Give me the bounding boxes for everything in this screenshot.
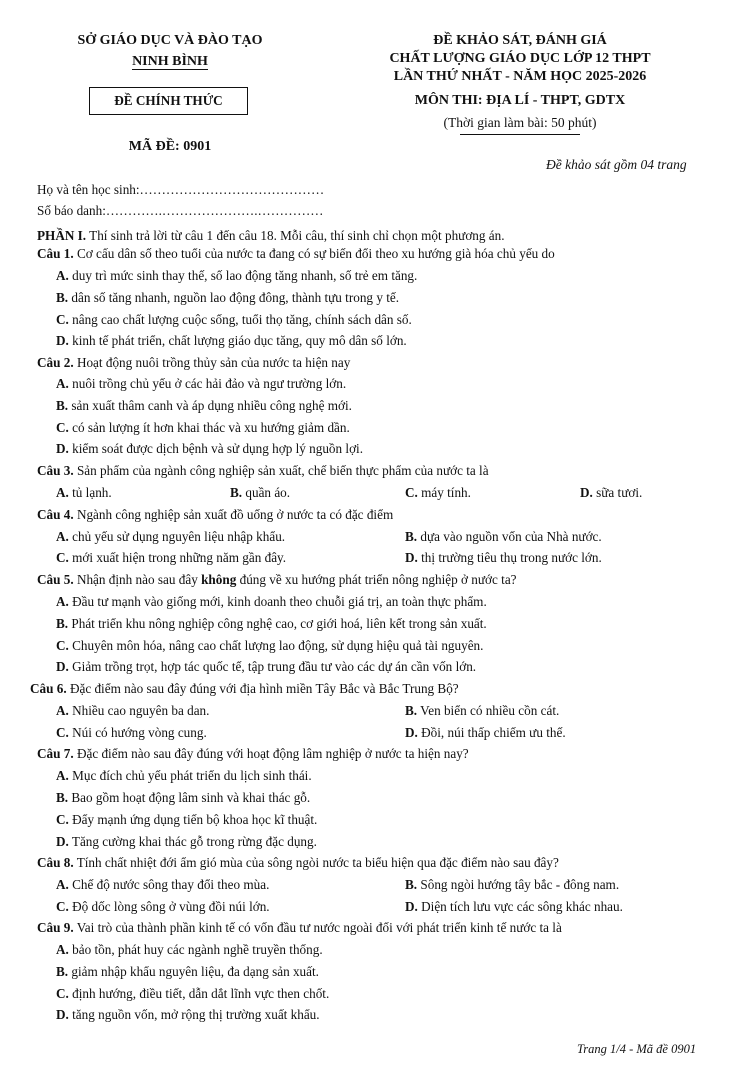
question-text-emphasis: không: [201, 572, 237, 587]
option-label: C.: [56, 312, 69, 327]
option-text: Chế độ nước sông thay đổi theo mùa.: [72, 877, 270, 892]
question-text: Đặc điểm nào sau đây đúng với địa hình miền Tây Bắc và Bắc Trung Bộ?: [66, 681, 459, 696]
option-b: [56, 398, 352, 414]
option-d: [405, 550, 602, 566]
option-b: [56, 616, 487, 632]
option-c: [56, 312, 412, 328]
option-label: A.: [56, 768, 69, 783]
student-id-line: Số báo danh:………….………………….……………: [37, 203, 324, 218]
page-footer: Trang 1/4 - Mã đề 0901: [577, 1042, 697, 1056]
option-text: Núi có hướng vòng cung.: [72, 725, 207, 740]
question-number: Câu 5.: [37, 572, 74, 587]
option-label: D.: [405, 550, 418, 565]
option-label: B.: [56, 616, 69, 631]
option-a: [56, 768, 312, 784]
option-text: mới xuất hiện trong những năm gần đây.: [72, 550, 287, 565]
question-number: Câu 4.: [37, 507, 74, 522]
option-a: [56, 485, 112, 501]
option-text: quần áo.: [245, 485, 291, 500]
option-a: [56, 877, 269, 893]
part-label: PHẦN I.: [37, 228, 87, 243]
option-b: [56, 290, 399, 306]
option-c: [56, 725, 207, 741]
option-label: D.: [405, 725, 418, 740]
option-label: C.: [56, 638, 69, 653]
question-number: Câu 6.: [30, 681, 67, 696]
option-text: Bao gồm hoạt động lâm sinh và khai thác gỗ.: [71, 790, 311, 805]
option-c: [56, 420, 350, 436]
option-text: Chuyên môn hóa, nâng cao chất lượng lao động, sử dụng hiệu quả tài nguyên.: [72, 638, 484, 653]
option-text: bảo tồn, phát huy các ngành nghề truyền thống.: [72, 942, 323, 957]
option-label: C.: [405, 485, 418, 500]
option-d: [56, 659, 476, 675]
option-a: [56, 594, 487, 610]
option-label: C.: [56, 420, 69, 435]
option-b: [405, 703, 559, 719]
question-text: Vai trò của thành phần kinh tế có vốn đầu tư nước ngoài đối với phát triển kinh tế nước ta là: [73, 920, 562, 935]
option-label: C.: [56, 550, 69, 565]
option-label: A.: [56, 877, 69, 892]
option-text: Nhiều cao nguyên ba dan.: [72, 703, 210, 718]
option-label: A.: [56, 485, 69, 500]
question-text-post: đúng về xu hướng phát triển nông nghiệp ở nước ta?: [236, 572, 517, 587]
option-text: chủ yếu sử dụng nguyên liệu nhập khẩu.: [72, 529, 286, 544]
question-4: [37, 507, 393, 523]
option-label: A.: [56, 942, 69, 957]
question-3: [37, 463, 489, 479]
option-text: Phát triển khu nông nghiệp công nghệ cao, cơ giới hoá, liên kết trong sản xuất.: [71, 616, 487, 631]
option-c: [56, 638, 483, 654]
option-text: Giảm trồng trọt, hợp tác quốc tế, tập trung đầu tư vào các dự án cần vốn lớn.: [72, 659, 477, 674]
question-text-pre: Nhận định nào sau đây: [73, 572, 202, 587]
question-text: Cơ cấu dân số theo tuổi của nước ta đang có sự biến đổi theo xu hướng già hóa chủ yếu do: [73, 246, 555, 261]
question-number: Câu 7.: [37, 746, 74, 761]
option-text: Sông ngòi hướng tây bắc - đông nam.: [420, 877, 620, 892]
option-label: C.: [56, 812, 69, 827]
option-c: [56, 986, 329, 1002]
option-label: A.: [56, 529, 69, 544]
option-d: [56, 1007, 320, 1023]
option-d: [405, 725, 566, 741]
option-d: [405, 899, 623, 915]
option-c: [56, 550, 286, 566]
option-text: dựa vào nguồn vốn của Nhà nước.: [420, 529, 602, 544]
option-text: duy trì mức sinh thay thế, số lao động tăng nhanh, số trẻ em tăng.: [72, 268, 418, 283]
official-badge: ĐỀ CHÍNH THỨC: [89, 87, 248, 115]
option-b: [405, 529, 602, 545]
option-label: B.: [230, 485, 243, 500]
department-name: SỞ GIÁO DỤC VÀ ĐÀO TẠO: [77, 33, 263, 48]
option-c: [56, 812, 317, 828]
question-2: [37, 355, 350, 371]
option-text: Tăng cường khai thác gỗ trong rừng đặc dụng.: [71, 834, 317, 849]
question-number: Câu 2.: [37, 355, 74, 370]
question-9: [37, 920, 562, 936]
option-text: Đầu tư mạnh vào giống mới, kinh doanh theo chuỗi giá trị, an toàn thực phẩm.: [72, 594, 487, 609]
question-text: Tính chất nhiệt đới ẩm gió mùa của sông ngòi nước ta biểu hiện qua đặc điểm nào sau đây?: [73, 855, 559, 870]
option-label: D.: [405, 899, 418, 914]
option-label: B.: [405, 877, 418, 892]
exam-title-line3: LẦN THỨ NHẤT - NĂM HỌC 2025-2026: [393, 69, 647, 84]
option-label: B.: [405, 703, 418, 718]
option-label: D.: [56, 441, 69, 456]
exam-code: MÃ ĐỀ: 0901: [128, 139, 212, 154]
option-text: kinh tế phát triển, chất lượng giáo dục tăng, quy mô dân số lớn.: [72, 333, 407, 348]
option-text: tủ lạnh.: [72, 485, 112, 500]
part-instruction: [37, 228, 505, 244]
student-name-line: Họ và tên học sinh:……………………………………: [37, 182, 325, 197]
option-text: Mục đích chủ yếu phát triển du lịch sinh thái.: [72, 768, 312, 783]
pages-note: Đề khảo sát gồm 04 trang: [546, 157, 687, 172]
option-label: A.: [56, 594, 69, 609]
option-label: A.: [56, 703, 69, 718]
option-label: B.: [56, 790, 69, 805]
option-text: tăng nguồn vốn, mở rộng thị trường xuất khẩu.: [72, 1007, 320, 1022]
option-label: C.: [56, 986, 69, 1001]
option-d: [56, 333, 407, 349]
option-label: D.: [580, 485, 593, 500]
option-label: B.: [405, 529, 418, 544]
question-text: Ngành công nghiệp sản xuất đồ uống ở nước ta có đặc điểm: [73, 507, 394, 522]
option-text: máy tính.: [421, 485, 471, 500]
question-text: Hoạt động nuôi trồng thủy sản của nước ta hiện nay: [73, 355, 351, 370]
option-b: [230, 485, 290, 501]
question-text: Sản phẩm của ngành công nghiệp sản xuất, chế biến thực phẩm của nước ta là: [73, 463, 489, 478]
option-label: B.: [56, 290, 69, 305]
exam-title-line2: CHẤT LƯỢNG GIÁO DỤC LỚP 12 THPT: [389, 51, 651, 66]
province-name: [40, 54, 300, 70]
option-d: [580, 485, 642, 501]
option-a: [56, 942, 323, 958]
question-6: [30, 681, 459, 697]
question-8: [37, 855, 559, 871]
option-text: thị trường tiêu thụ trong nước lớn.: [421, 550, 602, 565]
option-a: [56, 268, 417, 284]
question-1: [37, 246, 555, 262]
option-text: dân số tăng nhanh, nguồn lao động đông, thành tựu trong y tế.: [71, 290, 400, 305]
option-text: định hướng, điều tiết, dẫn dắt lĩnh vực then chốt.: [72, 986, 330, 1001]
question-number: Câu 8.: [37, 855, 74, 870]
option-b: [56, 964, 319, 980]
province-name-text: NINH BÌNH: [132, 54, 208, 69]
option-text: Đẩy mạnh ứng dụng tiến bộ khoa học kĩ thuật.: [72, 812, 318, 827]
exam-title-line1: ĐỀ KHẢO SÁT, ĐÁNH GIÁ: [433, 33, 607, 48]
option-label: C.: [56, 899, 69, 914]
option-c: [405, 485, 471, 501]
option-text: Ven biển có nhiều cồn cát.: [420, 703, 560, 718]
question-number: Câu 1.: [37, 246, 74, 261]
option-a: [56, 703, 209, 719]
option-text: Độ dốc lòng sông ở vùng đồi núi lớn.: [72, 899, 270, 914]
option-label: A.: [56, 268, 69, 283]
option-text: sữa tươi.: [596, 485, 643, 500]
subject-line: MÔN THI: ĐỊA LÍ - THPT, GDTX: [414, 93, 626, 108]
duration-rule: [460, 134, 580, 135]
option-text: Đồi, núi thấp chiếm ưu thế.: [421, 725, 566, 740]
question-number: Câu 3.: [37, 463, 74, 478]
duration: (Thời gian làm bài: 50 phút): [443, 115, 597, 130]
option-b: [405, 877, 619, 893]
option-text: giảm nhập khẩu nguyên liệu, đa dạng sản xuất.: [71, 964, 319, 979]
option-label: B.: [56, 964, 69, 979]
option-b: [56, 790, 310, 806]
part-text: Thí sinh trả lời từ câu 1 đến câu 18. Mỗi câu, thí sinh chỉ chọn một phương án.: [86, 228, 505, 243]
option-d: [56, 441, 363, 457]
option-text: kiểm soát được dịch bệnh và sử dụng hợp lý nguồn lợi.: [72, 441, 363, 456]
option-label: D.: [56, 1007, 69, 1022]
option-label: B.: [56, 398, 69, 413]
option-label: D.: [56, 333, 69, 348]
question-text: Đặc điểm nào sau đây đúng với hoạt động lâm nghiệp ở nước ta hiện nay?: [73, 746, 469, 761]
option-a: [56, 376, 346, 392]
option-text: nâng cao chất lượng cuộc sống, tuổi thọ tăng, chính sách dân số.: [72, 312, 412, 327]
option-text: có sản lượng ít hơn khai thác và xu hướng giảm dần.: [72, 420, 350, 435]
option-text: nuôi trồng chủ yếu ở các hải đảo và ngư trường lớn.: [72, 376, 347, 391]
option-label: D.: [56, 834, 69, 849]
question-number: Câu 9.: [37, 920, 74, 935]
option-label: D.: [56, 659, 69, 674]
question-7: [37, 746, 469, 762]
option-text: Diện tích lưu vực các sông khác nhau.: [421, 899, 623, 914]
option-text: sản xuất thâm canh và áp dụng nhiều công nghệ mới.: [71, 398, 352, 413]
option-a: [56, 529, 285, 545]
question-5: [37, 572, 517, 588]
option-d: [56, 834, 317, 850]
option-c: [56, 899, 270, 915]
option-label: A.: [56, 376, 69, 391]
option-label: C.: [56, 725, 69, 740]
